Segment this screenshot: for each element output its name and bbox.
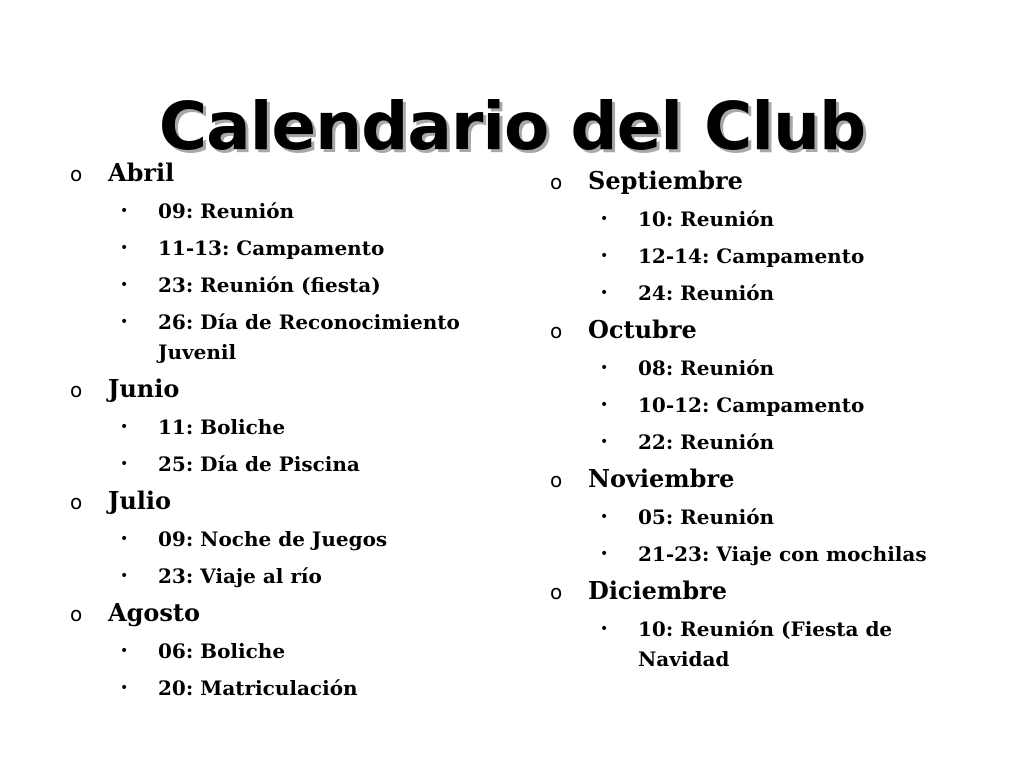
event-item [550,614,990,674]
month-section [550,576,990,674]
bullet-icon: • [600,434,609,450]
event-item [70,524,490,554]
hollow-circle-bullet-icon: o [70,490,83,514]
event-label: 21-23: Viaje con mochilas [638,542,927,566]
event-label: 23: Viaje al río [158,564,322,588]
month-label: Julio [108,486,172,515]
month-section [550,315,990,457]
event-item [550,427,990,457]
event-item [70,233,490,263]
event-list [550,353,990,457]
event-label: 10: Reunión (Fiesta de Navidad [638,617,893,671]
event-list [70,412,490,479]
event-label: 11-13: Campamento [158,236,385,260]
event-label: 11: Boliche [158,415,286,439]
event-item [70,673,490,703]
bullet-icon: • [600,546,609,562]
bullet-icon: • [600,211,609,227]
event-item [550,278,990,308]
event-item [550,353,990,383]
event-label: 05: Reunión [638,505,775,529]
event-label: 09: Noche de Juegos [158,527,388,551]
event-label: 23: Reunión (fiesta) [158,273,381,297]
event-item [550,241,990,271]
month-label: Agosto [108,598,201,627]
month-label: Abril [108,158,175,187]
month-heading [70,158,490,196]
event-item [70,270,490,300]
bullet-icon: • [120,203,129,219]
event-label: 24: Reunión [638,281,775,305]
month-heading [550,315,990,353]
hollow-circle-bullet-icon: o [70,378,83,402]
event-label: 06: Boliche [158,639,286,663]
page-title: Calendario del Club [158,88,866,166]
event-label: 10-12: Campamento [638,393,865,417]
bullet-icon: • [120,456,129,472]
bullet-icon: • [600,360,609,376]
hollow-circle-bullet-icon: o [550,170,563,194]
event-label: 09: Reunión [158,199,295,223]
event-list [550,502,990,569]
calendar-column-left [70,158,490,710]
month-section [70,374,490,479]
hollow-circle-bullet-icon: o [550,580,563,604]
event-list [70,636,490,703]
bullet-icon: • [600,621,609,637]
event-item [550,390,990,420]
event-list [550,204,990,308]
month-label: Octubre [588,315,697,344]
event-label: 08: Reunión [638,356,775,380]
bullet-icon: • [120,277,129,293]
event-label: 20: Matriculación [158,676,358,700]
bullet-icon: • [120,531,129,547]
month-section [550,464,990,569]
hollow-circle-bullet-icon: o [550,468,563,492]
month-label: Septiembre [588,166,743,195]
event-label: 26: Día de Reconocimiento Juvenil [158,310,460,364]
bullet-icon: • [120,314,129,330]
bullet-icon: • [120,240,129,256]
event-list [550,614,990,674]
calendar-column-right [550,166,990,681]
bullet-icon: • [120,643,129,659]
event-item [550,204,990,234]
bullet-icon: • [120,568,129,584]
month-heading [70,598,490,636]
bullet-icon: • [120,680,129,696]
event-list [70,524,490,591]
event-label: 10: Reunión [638,207,775,231]
month-heading [70,486,490,524]
month-label: Noviembre [588,464,735,493]
hollow-circle-bullet-icon: o [70,162,83,186]
bullet-icon: • [600,248,609,264]
month-section [70,486,490,591]
month-label: Diciembre [588,576,728,605]
month-section [70,158,490,367]
hollow-circle-bullet-icon: o [70,602,83,626]
month-heading [550,576,990,614]
event-item [70,449,490,479]
bullet-icon: • [600,509,609,525]
event-label: 12-14: Campamento [638,244,865,268]
event-item [550,502,990,532]
month-section [550,166,990,308]
month-section [70,598,490,703]
event-item [70,412,490,442]
event-list [70,196,490,367]
event-item [70,196,490,226]
event-label: 22: Reunión [638,430,775,454]
month-label: Junio [108,374,180,403]
event-label: 25: Día de Piscina [158,452,360,476]
event-item [70,636,490,666]
hollow-circle-bullet-icon: o [550,319,563,343]
month-heading [550,166,990,204]
event-item [70,561,490,591]
event-item [70,307,490,367]
bullet-icon: • [120,419,129,435]
bullet-icon: • [600,397,609,413]
bullet-icon: • [600,285,609,301]
month-heading [70,374,490,412]
month-heading [550,464,990,502]
event-item [550,539,990,569]
